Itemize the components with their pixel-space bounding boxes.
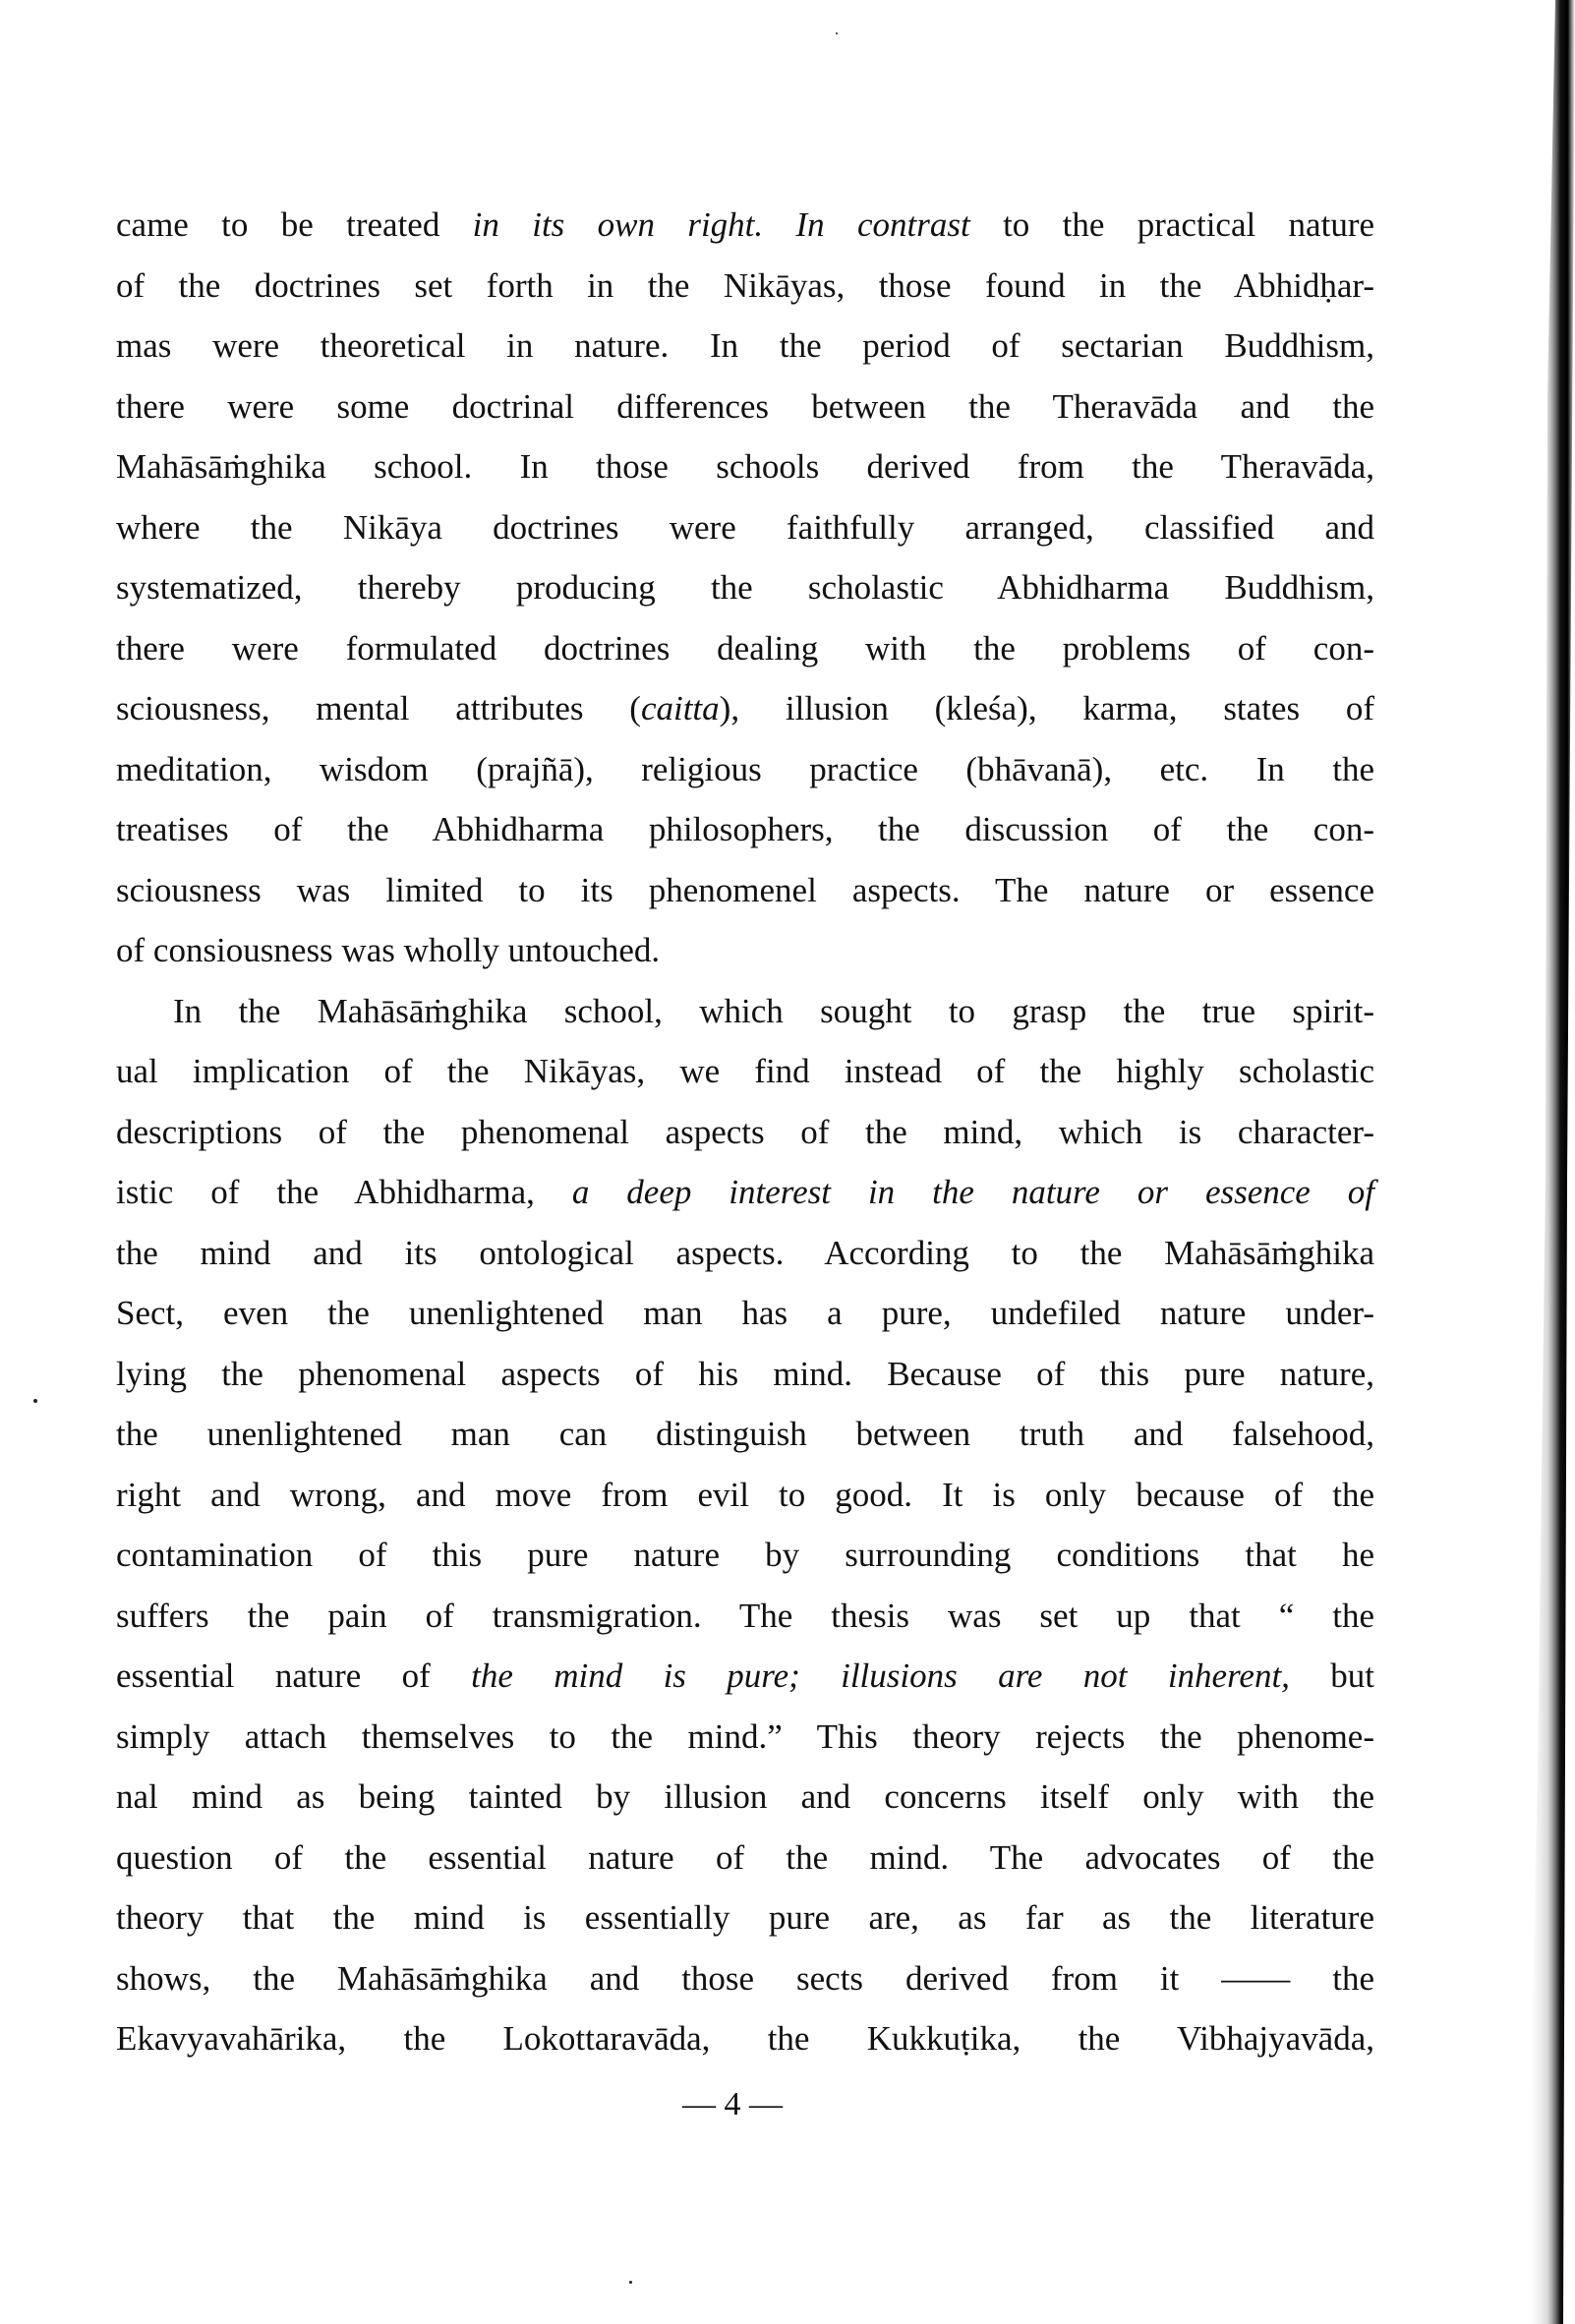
text-line bbox=[116, 1041, 1374, 1102]
scan-binding-edge bbox=[1516, 0, 1575, 2324]
text-line bbox=[116, 1465, 1374, 1526]
text-line bbox=[116, 195, 1374, 256]
text-run: ual implication of the Nikāyas, we find instead of the highly scholastic bbox=[116, 1052, 1374, 1090]
text-run: to the practical nature bbox=[969, 205, 1375, 244]
text-run: systematized, thereby producing the scholastic Abhidharma Buddhism, bbox=[116, 568, 1374, 607]
italic-text: caitta bbox=[640, 689, 720, 727]
text-line bbox=[116, 557, 1374, 618]
scan-speck bbox=[836, 32, 838, 34]
text-run: Ekavyavahārika, the Lokottaravāda, the Kukkuṭika, the Vibhajyavāda, bbox=[116, 2019, 1374, 2058]
text-line bbox=[116, 1828, 1374, 1888]
text-run: meditation, wisdom (prajñā), religious practice (bhāvanā), etc. In the bbox=[116, 749, 1374, 788]
text-run: mas were theoretical in nature. In the period of sectarian Buddhism, bbox=[116, 326, 1374, 365]
text-run: istic of the Abhidharma, bbox=[116, 1173, 572, 1211]
text-run: ), illusion (kleśa), karma, states of bbox=[719, 689, 1374, 727]
text-run: Sect, even the unenlightened man has a pure, undefiled nature under- bbox=[116, 1294, 1374, 1332]
text-line bbox=[116, 618, 1374, 679]
italic-text: in its own right. In contrast bbox=[472, 205, 970, 244]
text-line bbox=[116, 1102, 1374, 1163]
text-line bbox=[116, 2008, 1374, 2069]
text-run: descriptions of the phenomenal aspects of the mind, which is character- bbox=[116, 1112, 1374, 1151]
italic-text: a deep interest in the nature or essence of bbox=[571, 1173, 1374, 1211]
text-line bbox=[116, 1223, 1374, 1284]
text-line bbox=[116, 316, 1374, 377]
text-line bbox=[116, 1707, 1374, 1768]
scan-speck bbox=[33, 1399, 37, 1403]
body-text bbox=[116, 195, 1374, 2069]
text-line bbox=[116, 860, 1374, 921]
text-line bbox=[116, 799, 1374, 860]
text-run: sciousness was limited to its phenomenel aspects. The nature or essence bbox=[116, 870, 1374, 909]
text-line bbox=[116, 1646, 1374, 1707]
text-run: contamination of this pure nature by surrounding conditions that he bbox=[116, 1536, 1374, 1574]
text-run: essential nature of bbox=[116, 1656, 472, 1695]
text-line bbox=[116, 1888, 1374, 1948]
scan-speck bbox=[629, 2281, 632, 2284]
text-run: suffers the pain of transmigration. The thesis was set up that “ the bbox=[116, 1596, 1374, 1635]
text-line bbox=[116, 1948, 1374, 2009]
text-line bbox=[116, 678, 1374, 739]
text-line bbox=[116, 920, 1374, 981]
text-run: nal mind as being tainted by illusion and concerns itself only with the bbox=[116, 1777, 1374, 1816]
text-line bbox=[116, 436, 1374, 497]
text-line bbox=[116, 256, 1374, 317]
text-line bbox=[116, 981, 1374, 1042]
text-run: right and wrong, and move from evil to good. It is only because of the bbox=[116, 1475, 1374, 1514]
text-run: question of the essential nature of the mind. The advocates of the bbox=[116, 1837, 1374, 1877]
text-line bbox=[116, 1767, 1374, 1828]
text-run: theory that the mind is essentially pure are, as far as the literature bbox=[116, 1898, 1374, 1937]
text-line bbox=[116, 1162, 1374, 1223]
text-run: came to be treated bbox=[116, 205, 473, 244]
text-line bbox=[116, 1586, 1374, 1647]
text-line bbox=[116, 377, 1374, 437]
text-line bbox=[116, 1525, 1374, 1586]
page-number: — 4 — bbox=[682, 2086, 783, 2122]
text-line bbox=[116, 497, 1374, 558]
text-run: sciousness, mental attributes ( bbox=[116, 689, 641, 727]
text-run: the mind and its ontological aspects. According to the Mahāsāṁghika bbox=[116, 1233, 1374, 1272]
text-line bbox=[116, 1344, 1374, 1405]
text-run: shows, the Mahāsāṁghika and those sects derived from it —— the bbox=[116, 1958, 1374, 1998]
text-run: lying the phenomenal aspects of his mind. Because of this pure nature, bbox=[116, 1354, 1374, 1393]
text-run: where the Nikāya doctrines were faithfully arranged, classified and bbox=[116, 507, 1374, 547]
text-run: there were some doctrinal differences between the Theravāda and the bbox=[116, 386, 1374, 426]
text-line bbox=[116, 739, 1374, 800]
text-line bbox=[116, 1404, 1374, 1465]
text-run: of consiousness was wholly untouched. bbox=[116, 931, 661, 969]
text-run: the unenlightened man can distinguish between truth and falsehood, bbox=[116, 1415, 1374, 1453]
text-run: Mahāsāṁghika school. In those schools derived from the Theravāda, bbox=[116, 447, 1374, 486]
text-run: of the doctrines set forth in the Nikāyas, those found in the Abhidḥar- bbox=[116, 265, 1374, 305]
text-run: there were formulated doctrines dealing with the problems of con- bbox=[116, 628, 1374, 668]
text-run: treatises of the Abhidharma philosophers, the discussion of the con- bbox=[116, 810, 1374, 848]
text-run: In the Mahāsāṁghika school, which sought to grasp the true spirit- bbox=[173, 991, 1374, 1030]
text-run: but bbox=[1289, 1656, 1374, 1695]
text-run: simply attach themselves to the mind.” This theory rejects the phenome- bbox=[116, 1716, 1374, 1756]
italic-text: the mind is pure; illusions are not inherent, bbox=[471, 1656, 1290, 1695]
text-line bbox=[116, 1283, 1374, 1344]
